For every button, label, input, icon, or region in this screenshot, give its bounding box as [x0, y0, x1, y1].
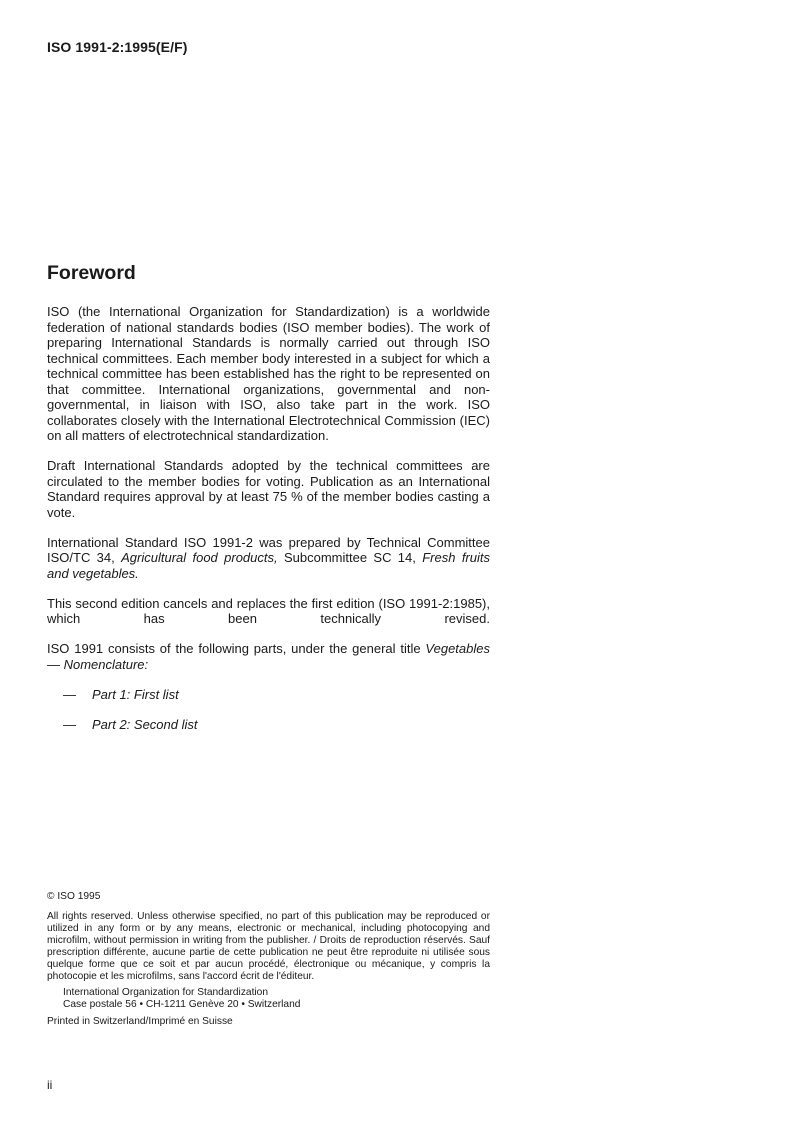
- foreword-body: [47, 304, 490, 747]
- list-dash: —: [63, 686, 76, 702]
- rights-statement: All rights reserved. Unless otherwise specified, no part of this publication may be reproduced or utilized in any form or by any means, electronic or mechanical, including photocopying and microfilm, without permission in writing from the publisher. / Droits de reproduction réservés. Sauf prescription différente, aucune partie de cette publication ne peut être reproduite ni utilisée sous quelque forme que ce soit et par aucun procédé, électronique ou mécanique, y compris la photocopie et les microfilms, sans l'accord écrit de l'éditeur.: [47, 911, 490, 982]
- list-dash: —: [63, 716, 76, 732]
- committee-name: Agricultural food products,: [121, 550, 278, 565]
- subcommittee-name: Fresh fruits and vegetables.: [47, 550, 490, 581]
- foreword-paragraph-1: ISO (the International Organization for Standardization) is a worldwide federation of national standards bodies (ISO member bodies). The work of preparing International Standards is normally carried out through ISO technical committees. Each member body interested in a subject for which a technical committee has been established has the right to be represented on that committee. International organizations, governmental and non-governmental, in liaison with ISO, also take part in the work. ISO collaborates closely with the International Electrotechnical Commission (IEC) on all matters of electrotechnical standardization.: [47, 304, 490, 443]
- copyright-block: [47, 891, 490, 1028]
- part-1-label: Part 1: First list: [92, 686, 179, 702]
- paragraph-3-text-b: Subcommittee SC 14,: [277, 550, 423, 565]
- org-address: Case postale 56 • CH-1211 Genève 20 • Switzerland: [63, 999, 301, 1010]
- part-2-label: Part 2: Second list: [92, 716, 198, 732]
- paragraph-5-intro: ISO 1991 consists of the following parts, under the general title: [47, 641, 426, 656]
- copyright-notice: © ISO 1995: [47, 891, 101, 902]
- general-title: Vegetables — Nomenclature:: [47, 641, 490, 672]
- org-name: International Organization for Standardization: [63, 987, 269, 998]
- foreword-paragraph-4: This second edition cancels and replaces the first edition (ISO 1991-2:1985), which has been technically revised.: [47, 595, 490, 626]
- foreword-paragraph-3: [47, 535, 490, 582]
- foreword-paragraph-5: [47, 641, 490, 672]
- list-item: [63, 717, 490, 733]
- page-number: ii: [47, 1078, 53, 1092]
- list-item: [63, 687, 490, 703]
- paragraph-3-text-a: International Standard ISO 1991-2 was prepared by Technical Committee ISO/TC 34,: [47, 534, 490, 565]
- foreword-paragraph-2: Draft International Standards adopted by the technical committees are circulated to the member bodies for voting. Publication as an International Standard requires approval by at least 75 % of the member bodies casting a vote.: [47, 458, 490, 520]
- printed-in: Printed in Switzerland/Imprimé en Suisse: [47, 1016, 233, 1027]
- foreword-heading: Foreword: [47, 262, 136, 284]
- document-header-standard-id: ISO 1991-2:1995(E/F): [47, 39, 188, 55]
